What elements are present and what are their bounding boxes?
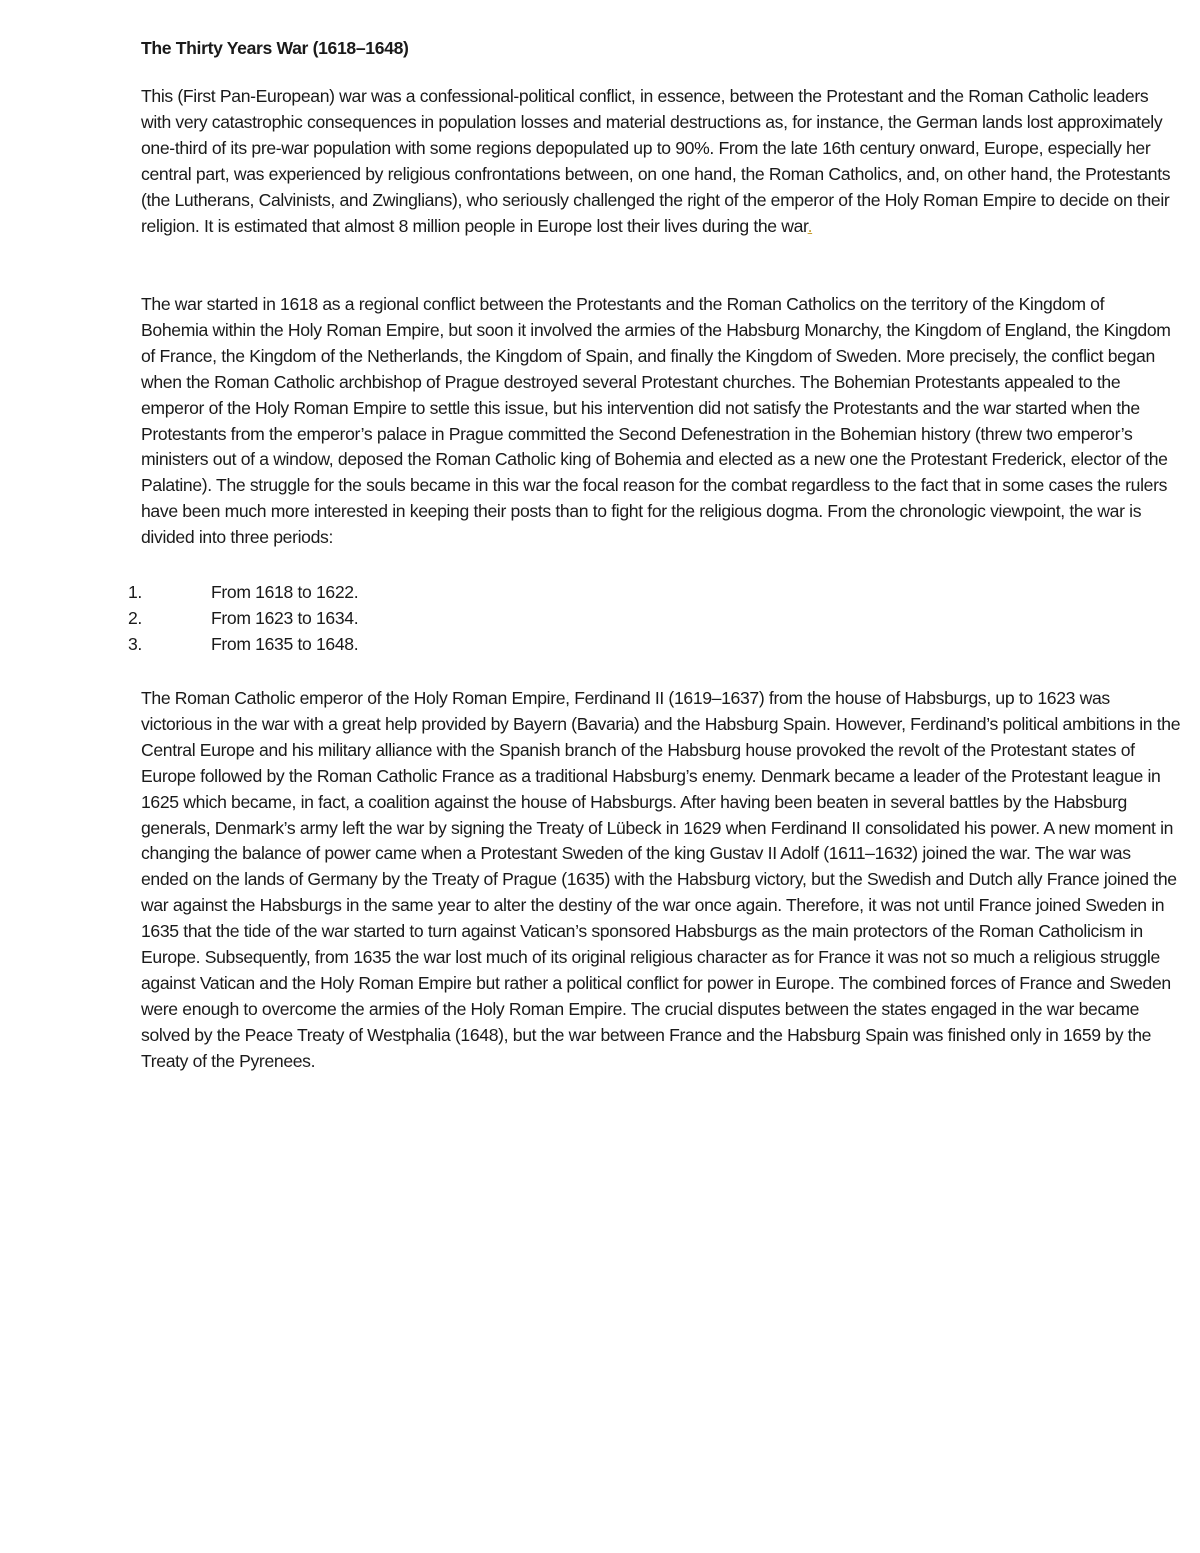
footnote-link[interactable]: . [807, 215, 813, 236]
ferdinand-paragraph: The Roman Catholic emperor of the Holy Roman Empire, Ferdinand II (1619–1637) from the house of Habsburgs, up to 1623 was victorious in the war with a great help provided by Bayern (Bavaria) and the Habsburg Spain. However, Ferdinand’s political ambitions in the Central Europe and his military alliance with the Spanish branch of the Habsburg house provoked the revolt of the Protestant states of Europe followed by the Roman Catholic France as a traditional Habsburg’s enemy. Denmark became a leader of the Protestant league in 1625 which became, in fact, a coalition against the house of Habsburgs. After having been beaten in several battles by the Habsburg generals, Denmark’s army left the war by signing the Treaty of Lübeck in 1629 when Ferdinand II consolidated his power. A new moment in changing the balance of power came when a Protestant Sweden of the king Gustav II Adolf (1611–1632) joined the war. The war was ended on the lands of Germany by the Treaty of Prague (1635) with the Habsburg victory, but the Swedish and Dutch ally France joined the war against the Habsburgs in the same year to alter the destiny of the war once again. Therefore, it was not until France joined Sweden in 1635 that the tide of the war started to turn against Vatican’s sponsored Habsburgs as the main protectors of the Roman Catholicism in Europe. Subsequently, from 1635 the war lost much of its original religious character as for France it was not so much a religious struggle against Vatican and the Holy Roman Empire but rather a political conflict for power in Europe. The combined forces of France and Sweden were enough to overcome the armies of the Holy Roman Empire. The crucial disputes between the states engaged in the war became solved by the Peace Treaty of Westphalia (1648), but the war between France and the Habsburg Spain was finished only in 1659 by the Treaty of the Pyrenees. [141, 688, 1181, 1071]
intro-paragraph [141, 84, 1171, 239]
intro-paragraph-text: This (First Pan-European) war was a confessional-political conflict, in essence, between the Protestant and the Roman Catholic leaders with very catastrophic consequences in population losses and material destructions as, for instance, the German lands lost approximately one-third of its pre-war population with some regions depopulated up to 90%. From the late 16th century onward, Europe, especially her central part, was experienced by religious confrontations between, on one hand, the Roman Catholics, and, on other hand, the Protestants (the Lutherans, Calvinists, and Zwinglians), who seriously challenged the right of the emperor of the Holy Roman Empire to decide on their religion. It is estimated that almost 8 million people in Europe lost their lives during the war [141, 86, 1171, 236]
document-title: The Thirty Years War (1618–1648) [141, 38, 409, 58]
list-item-text: From 1623 to 1634. [211, 608, 359, 629]
war-start-paragraph: The war started in 1618 as a regional conflict between the Protestants and the Roman Catholics on the territory of the Kingdom of Bohemia within the Holy Roman Empire, but soon it involved the armies of the Habsburg Monarchy, the Kingdom of England, the Kingdom of France, the Kingdom of the Netherlands, the Kingdom of Spain, and finally the Kingdom of Sweden. More precisely, the conflict began when the Roman Catholic archbishop of Prague destroyed several Protestant churches. The Bohemian Protestants appealed to the emperor of the Holy Roman Empire to settle this issue, but his intervention did not satisfy the Protestants and the war started when the Protestants from the emperor’s palace in Prague committed the Second Defenestration in the Bohemian history (threw two emperor’s ministers out of a window, deposed the Roman Catholic king of Bohemia and elected as a new one the Protestant Frederick, elector of the Palatine). The struggle for the souls became in this war the focal reason for the combat regardless to the fact that in some cases the rulers have been much more interested in keeping their posts than to fight for the religious dogma. From the chronologic viewpoint, the war is divided into three periods: [141, 294, 1171, 548]
list-item-text: From 1635 to 1648. [211, 634, 359, 655]
list-item-number: 1. [128, 582, 142, 602]
list-item-number: 3. [128, 634, 142, 655]
list-item-number: 2. [128, 608, 142, 629]
list-item-text: From 1618 to 1622. [211, 582, 359, 602]
